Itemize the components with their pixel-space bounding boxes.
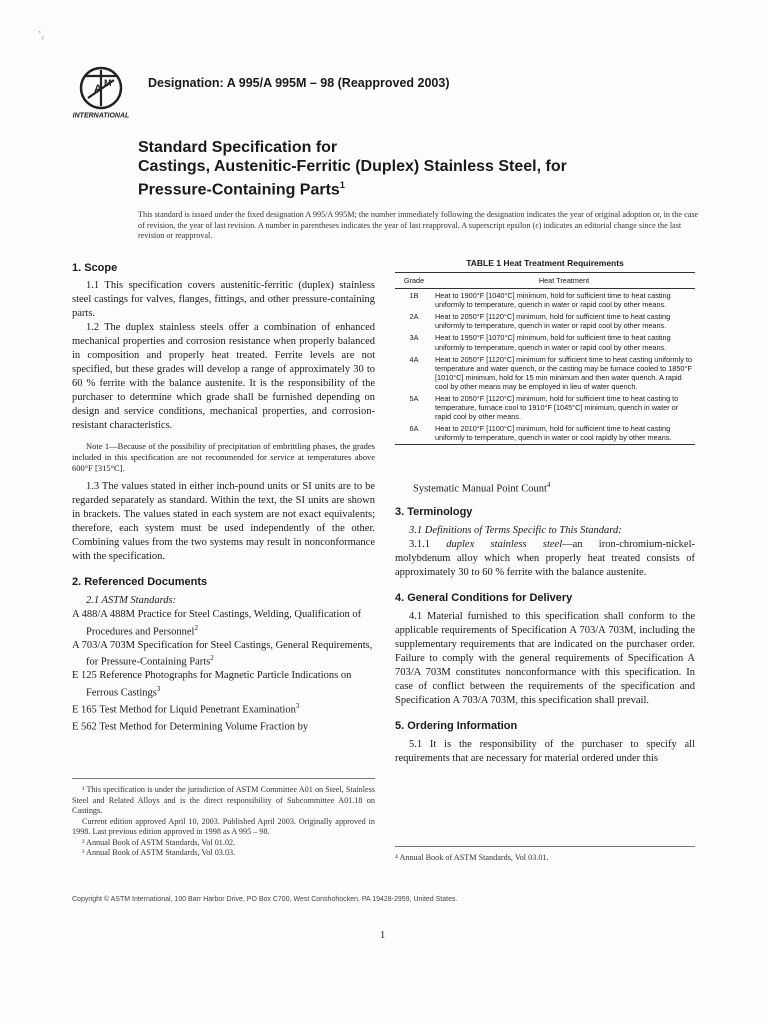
- copyright-line: Copyright © ASTM International, 100 Barr Harbor Drive, PO Box C700, West Conshohocken, PA 19428-2959, United States.: [72, 896, 458, 903]
- table-row: [395, 289, 695, 311]
- referenced-document-item: [72, 717, 375, 734]
- astm-standards-subheading: 2.1 ASTM Standards:: [86, 595, 177, 606]
- reference-continuation: [395, 481, 695, 495]
- grade-column-header: Grade: [395, 273, 433, 289]
- referenced-document-text: A 703/A 703M Specification for Steel Castings, General Requirements, for Pressure-Containing Parts: [72, 639, 373, 668]
- referenced-document-item: [72, 639, 375, 670]
- scope-paragraph-1: 1.1 This specification covers austenitic-ferritic (duplex) stainless steel castings for valves, flanges, fittings, and other pressure-containing parts.: [72, 280, 375, 319]
- heat-treatment-column-header: Heat Treatment: [433, 273, 695, 289]
- scope-paragraph-2: 1.2 The duplex stainless steels offer a combination of enhanced mechanical properties and corrosion resistance when properly balanced in composition and properly heat treated. Ferrite levels are not specified, but these grades will develop a range of approximately 30 to 60 % ferrite with the balance austenite. It is the responsibility of the purchaser to determine which grade shall be furnished depending on design and service conditions, mechanical properties, and corrosion-resistant characteristics.: [72, 322, 375, 431]
- footnote-1: ¹ This specification is under the jurisdiction of ASTM Committee A01 on Steel, Stainless Steel and Related Alloys and is the direct responsibility of Subcommittee A01.18 on Castings.: [72, 785, 375, 815]
- terminology-paragraph-1: 3.1 Definitions of Terms Specific to This Standard:: [409, 525, 622, 536]
- right-column: [395, 258, 695, 766]
- table-row: [395, 353, 695, 392]
- referenced-document-footnote-mark: 3: [295, 701, 300, 710]
- logo-international-text: INTERNATIONAL: [72, 112, 130, 120]
- referenced-document-item: [72, 669, 375, 700]
- footnote-3: ³ Annual Book of ASTM Standards, Vol 03.03.: [82, 848, 236, 857]
- grade-cell: 4A: [409, 354, 419, 364]
- grade-cell: 2A: [409, 312, 419, 322]
- grade-cell: 5A: [409, 394, 419, 404]
- document-title: [138, 138, 698, 199]
- reference-continuation-mark: 4: [546, 480, 551, 489]
- general-conditions-heading: 4. General Conditions for Delivery: [395, 592, 573, 604]
- table-row: [395, 422, 695, 444]
- intro-paragraph: This standard is issued under the fixed designation A 995/A 995M; the number immediately following the designation indicates the year of original adoption or, in the case of revision, the year of last revision. A number in parentheses indicates the year of last reapproval. A superscript epsilon (ε) indicates an editorial change since the last revision or reapproval.: [138, 210, 699, 240]
- title-footnote-mark: 1: [339, 180, 345, 190]
- page-number: 1: [380, 930, 386, 941]
- heat-treatment-table: [395, 272, 695, 445]
- scope-heading: 1. Scope: [72, 262, 118, 274]
- referenced-document-text: E 165 Test Method for Liquid Penetrant Examination: [72, 704, 296, 715]
- referenced-document-footnote-mark: 2: [194, 623, 198, 632]
- svg-text:M: M: [104, 78, 112, 88]
- referenced-document-item: [72, 700, 375, 717]
- term-definition: —an iron-chromium-nickel-molybdenum alloy which when properly heat treated consists of approximately 30 to 60 % ferrite with the balance austenite.: [395, 539, 696, 578]
- defined-term: duplex stainless steel: [446, 539, 563, 550]
- table-row: [395, 331, 695, 352]
- referenced-document-text: E 562 Test Method for Determining Volume Fraction by: [72, 721, 309, 732]
- heat-treatment-cell: Heat to 2010°F [1100°C] minimum, hold for sufficient time to heat casting uniformly to temperature, quench in water or cool rapidly by other means.: [433, 422, 695, 444]
- grade-cell: 3A: [409, 333, 419, 343]
- title-line-2: Castings, Austenitic-Ferritic (Duplex) Stainless Steel, for: [138, 158, 567, 175]
- title-line-3: Pressure-Containing Parts: [138, 181, 340, 199]
- heat-treatment-cell: Heat to 1950°F [1070°C] minimum, hold for sufficient time to heat casting uniformly to temperature, quench in water or rapid cool by other means.: [435, 333, 671, 352]
- heat-treatment-cell: Heat to 2050°F [1120°C] minimum for sufficient time to heat casting uniformly to temperature and water quench, or the casting may be furnace cooled to 1850°F [1010°C] minimum, hold for 15 min minimum and then water quench. A rapid cool by other means may be employed in lieu of water quench.: [435, 354, 693, 391]
- scope-paragraph-3: 1.3 The values stated in either inch-pound units or SI units are to be regarded separately as standard. Within the text, the SI units are shown in brackets. The values stated in each system are not exact equivalents; therefore, each system must be used independently of the other. Combining values from the two systems may result in nonconformance with the specification.: [72, 481, 375, 562]
- footnote-4: ⁴ Annual Book of ASTM Standards, Vol 03.01.: [395, 846, 695, 862]
- footnote-2: ² Annual Book of ASTM Standards, Vol 01.02.: [82, 837, 236, 847]
- title-line-1: Standard Specification for: [138, 139, 338, 156]
- svg-text:A: A: [94, 83, 102, 95]
- referenced-documents-list: [72, 608, 375, 734]
- ordering-information-paragraph: 5.1 It is the responsibility of the purchaser to specify all requirements that are necessary for material ordered under this: [395, 739, 695, 764]
- table-row: [395, 310, 695, 331]
- referenced-documents-heading: 2. Referenced Documents: [72, 576, 208, 588]
- heat-treatment-cell: Heat to 1900°F [1040°C] minimum, hold for sufficient time to heat casting uniformly to temperature, quench in water or rapid cool by other means.: [435, 291, 671, 310]
- astm-logo: [68, 66, 134, 122]
- referenced-document-item: [72, 608, 375, 639]
- ordering-information-heading: 5. Ordering Information: [395, 720, 518, 732]
- footnote-1-edition: Current edition approved April 10, 2003. Published April 2003. Originally approved in 1998. Last previous edition approved in 1998 as A 995 – 98.: [72, 816, 375, 836]
- reference-continuation-text: Systematic Manual Point Count: [413, 483, 547, 494]
- referenced-document-text: A 488/A 488M Practice for Steel Castings, Welding, Qualification of Procedures and Personnel: [72, 609, 362, 637]
- grade-cell: 6A: [395, 422, 433, 444]
- referenced-document-text: E 125 Reference Photographs for Magnetic Particle Indications on Ferrous Castings: [72, 670, 352, 698]
- left-column: [72, 262, 375, 734]
- stray-mark: ’ᵧ: [38, 30, 44, 41]
- terminology-heading: 3. Terminology: [395, 506, 473, 518]
- referenced-document-footnote-mark: 2: [210, 654, 214, 662]
- heat-treatment-cell: Heat to 2050°F [1120°C] minimum, hold for sufficient time to heat casting to temperature, furnace cool to 1910°F [1045°C] minimum, quench in water or rapid cool by other means.: [435, 394, 679, 422]
- heat-treatment-cell: Heat to 2050°F [1120°C] minimum, hold for sufficient time to heat casting uniformly to temperature, quench in water or rapid cool by other means.: [435, 312, 671, 331]
- designation: Designation: A 995/A 995M – 98 (Reapproved 2003): [148, 76, 450, 90]
- footnotes-left: [72, 778, 375, 859]
- terminology-number: 3.1.1: [409, 539, 447, 550]
- table-1-caption: TABLE 1 Heat Treatment Requirements: [466, 258, 624, 268]
- scope-note-1: Note 1—Because of the possibility of precipitation of embrittling phases, the grades included in this specification are not recommended for service at temperatures above 600°F [315°C].: [72, 441, 375, 473]
- general-conditions-paragraph: 4.1 Material furnished to this specification shall conform to the applicable requirements of Specification A 703/A 703M, including the supplementary requirements that are indicated on the purchaser order. Failure to comply with the general requirements of Specification A 703/A 703M constitutes nonconformance with this specification. In case of conflict between the requirements of the specification and Specification A 703/A 703M, this specification shall prevail.: [395, 611, 695, 706]
- table-row: [395, 392, 695, 422]
- terminology-paragraph-2: [395, 538, 695, 580]
- grade-cell: 1B: [409, 291, 419, 301]
- referenced-document-footnote-mark: 3: [156, 684, 161, 693]
